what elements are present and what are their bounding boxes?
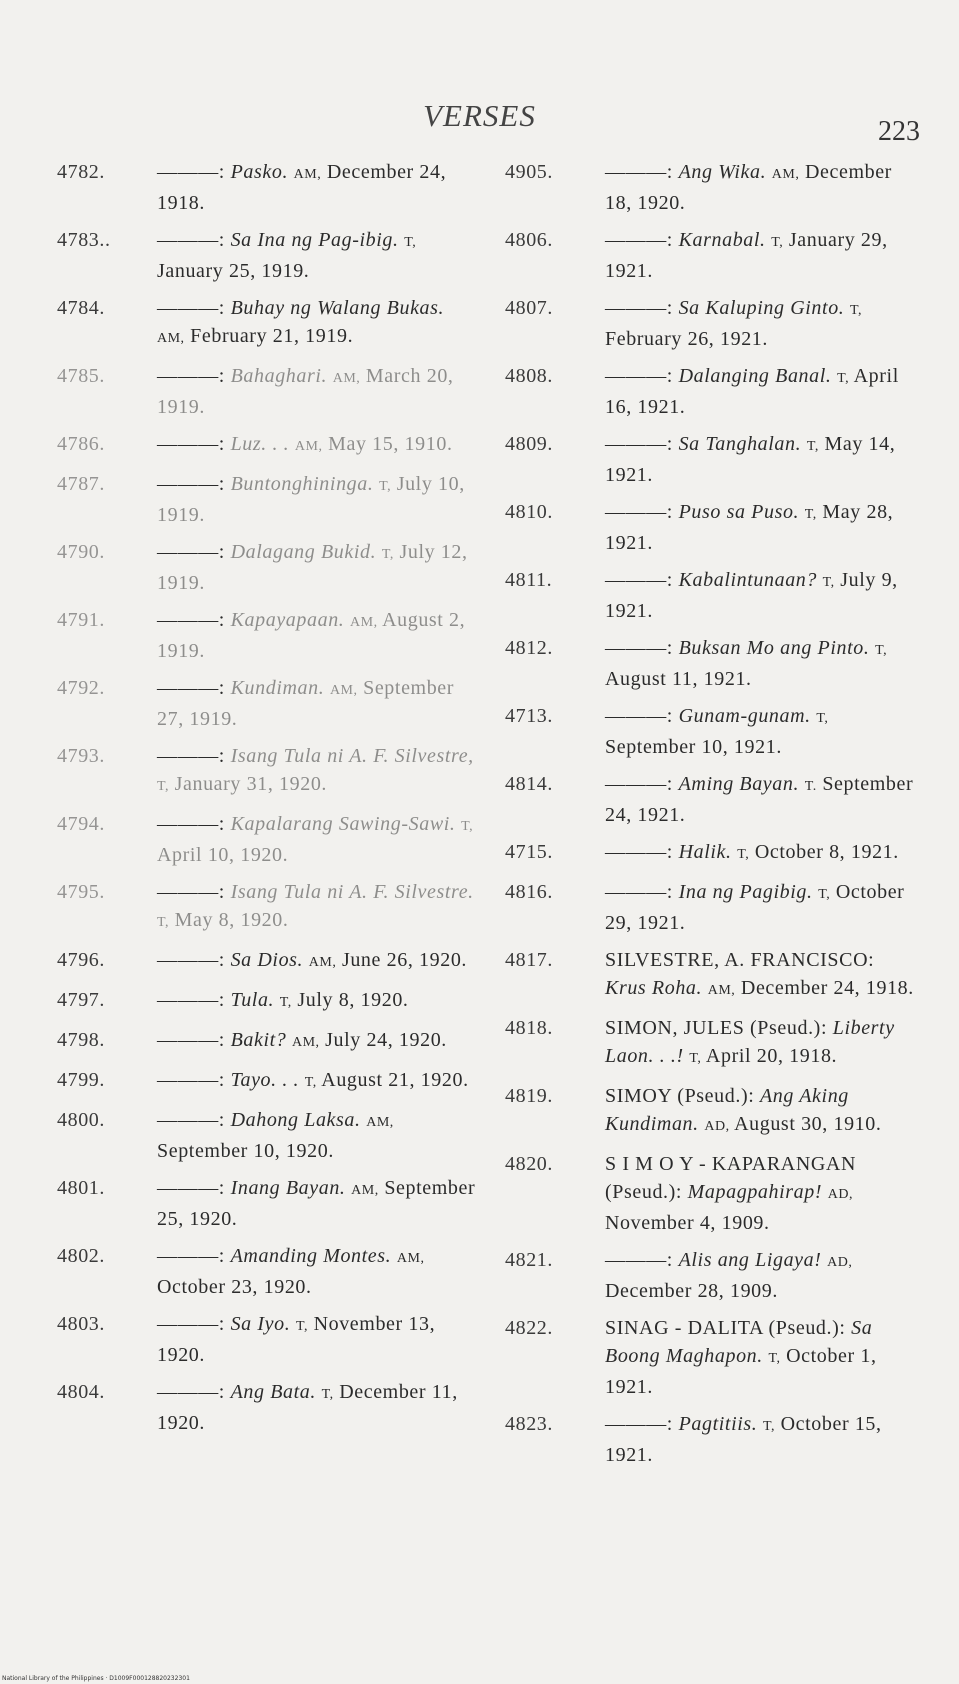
entry-number: 4807. bbox=[505, 297, 553, 319]
entry-date: July 12, 1919. bbox=[157, 541, 468, 594]
entry-title: Ang Bata. bbox=[230, 1381, 316, 1403]
entry-author: ———: bbox=[157, 1177, 225, 1199]
entry-author: ———: bbox=[157, 881, 225, 903]
bibliography-entry bbox=[505, 1150, 917, 1237]
entry-date: October 1, 1921. bbox=[605, 1345, 877, 1398]
bibliography-entry bbox=[505, 1314, 917, 1401]
entry-author: ———: bbox=[157, 1245, 225, 1267]
entry-date: December 28, 1909. bbox=[605, 1280, 778, 1302]
bibliography-entry bbox=[57, 362, 477, 421]
entry-date: September 10, 1920. bbox=[157, 1140, 334, 1162]
bibliography-entry bbox=[57, 742, 477, 801]
entry-number: 4786. bbox=[57, 433, 105, 455]
bibliography-entry bbox=[505, 498, 917, 557]
entry-date: April 16, 1921. bbox=[605, 365, 899, 418]
bibliography-entry bbox=[57, 674, 477, 733]
bibliography-entry bbox=[57, 226, 477, 285]
entry-date: August 2, 1919. bbox=[157, 609, 466, 662]
entry-date: December 11, 1920. bbox=[157, 1381, 458, 1434]
entry-title: Bahaghari. bbox=[230, 365, 328, 387]
entry-title: Puso sa Puso. bbox=[678, 501, 800, 523]
entry-number: 4823. bbox=[505, 1413, 553, 1435]
entry-author: ———: bbox=[605, 705, 673, 727]
entry-author: ———: bbox=[605, 365, 673, 387]
entry-number: 4803. bbox=[57, 1313, 105, 1335]
entry-date: April 10, 1920. bbox=[157, 844, 289, 866]
entry-date: October 29, 1921. bbox=[605, 881, 905, 934]
entry-title: Dalagang Bukid. bbox=[230, 541, 377, 563]
entry-title: Luz. . . bbox=[230, 433, 290, 455]
bibliography-entry bbox=[57, 1174, 477, 1233]
bibliography-entry bbox=[57, 946, 477, 977]
bibliography-entry bbox=[505, 1082, 917, 1141]
entry-date: September 10, 1921. bbox=[605, 736, 782, 758]
entry-source: AM, bbox=[308, 955, 337, 970]
entry-title: Mapagpahirap! bbox=[687, 1181, 823, 1203]
entry-number: 4795. bbox=[57, 881, 105, 903]
entry-author: ———: bbox=[605, 501, 673, 523]
entry-date: October 8, 1921. bbox=[754, 841, 899, 863]
entry-date: November 4, 1909. bbox=[605, 1212, 770, 1234]
entry-title: Sa Ina ng Pag-ibig. bbox=[230, 229, 399, 251]
entry-date: May 14, 1921. bbox=[605, 433, 896, 486]
entry-author: ———: bbox=[605, 1413, 673, 1435]
entry-author: ———: bbox=[605, 773, 673, 795]
entry-title: Pasko. bbox=[230, 161, 289, 183]
entry-date: July 24, 1920. bbox=[325, 1029, 447, 1051]
bibliography-entry bbox=[57, 1106, 477, 1165]
entry-date: September 25, 1920. bbox=[157, 1177, 476, 1230]
bibliography-entry bbox=[505, 838, 917, 869]
bibliography-entry bbox=[57, 158, 477, 217]
entry-number: 4811. bbox=[505, 569, 553, 591]
entry-source: T, bbox=[816, 711, 829, 726]
entry-source: AM, bbox=[332, 371, 361, 386]
entry-source: T, bbox=[304, 1075, 317, 1090]
bibliography-entry bbox=[57, 986, 477, 1017]
entry-title: Dahong Laksa. bbox=[230, 1109, 361, 1131]
entry-source: T, bbox=[461, 819, 474, 834]
entry-number: 4713. bbox=[505, 705, 553, 727]
entry-title: Isang Tula ni A. F. Silvestre. bbox=[230, 881, 474, 903]
entry-author: ———: bbox=[157, 949, 225, 971]
entry-author: SIMON, JULES (Pseud.): bbox=[605, 1017, 828, 1039]
entry-source: T, bbox=[737, 847, 750, 862]
entry-author: ———: bbox=[157, 677, 225, 699]
entry-source: T, bbox=[762, 1419, 775, 1434]
entry-date: May 8, 1920. bbox=[174, 909, 289, 931]
entry-date: July 9, 1921. bbox=[605, 569, 898, 622]
entry-date: June 26, 1920. bbox=[341, 949, 468, 971]
bibliography-entry bbox=[505, 566, 917, 625]
entry-source: T, bbox=[850, 303, 863, 318]
entry-date: May 28, 1921. bbox=[605, 501, 894, 554]
bibliography-entry bbox=[505, 946, 917, 1005]
entry-author: ———: bbox=[157, 297, 225, 319]
entry-title: Ang Aking Kundiman. bbox=[605, 1085, 849, 1135]
entry-source: AM, bbox=[351, 1183, 379, 1198]
bibliography-entry bbox=[57, 1242, 477, 1301]
entry-date: May 15, 1910. bbox=[328, 433, 453, 455]
entry-source: AM, bbox=[350, 615, 378, 630]
entry-date: September 24, 1921. bbox=[605, 773, 914, 826]
entry-source: AM, bbox=[292, 1035, 320, 1050]
bibliography-entry bbox=[57, 878, 477, 937]
entry-number: 4808. bbox=[505, 365, 553, 387]
entry-title: Sa Boong Maghapon. bbox=[605, 1317, 873, 1367]
entry-date: August 11, 1921. bbox=[605, 668, 752, 690]
entry-source: T, bbox=[295, 1319, 308, 1334]
entry-title: Buhay ng Walang Bukas. bbox=[230, 297, 445, 319]
entry-title: Buntonghininga. bbox=[230, 473, 374, 495]
bibliography-entry bbox=[505, 634, 917, 693]
entry-author: SINAG - DALITA (Pseud.): bbox=[605, 1317, 846, 1339]
entry-author: ———: bbox=[157, 1313, 225, 1335]
entry-date: October 15, 1921. bbox=[605, 1413, 882, 1466]
entry-source: T, bbox=[804, 507, 817, 522]
bibliography-entry bbox=[505, 878, 917, 937]
entry-number: 4810. bbox=[505, 501, 553, 523]
footer-credit: National Library of the Philippines · D1009F000128820232301 bbox=[2, 1675, 190, 1682]
entry-source: T, bbox=[822, 575, 835, 590]
entry-title: Ina ng Pagibig. bbox=[678, 881, 813, 903]
entry-date: February 21, 1919. bbox=[190, 325, 354, 347]
bibliography-entry bbox=[57, 810, 477, 869]
entry-author: ———: bbox=[605, 433, 673, 455]
entry-title: Sa Iyo. bbox=[230, 1313, 291, 1335]
entry-title: Halik. bbox=[678, 841, 732, 863]
entry-number: 4819. bbox=[505, 1085, 553, 1107]
entry-source: AM, bbox=[294, 439, 323, 454]
entry-number: 4799. bbox=[57, 1069, 105, 1091]
entry-number: 4784. bbox=[57, 297, 105, 319]
entry-title: Bakit? bbox=[230, 1029, 287, 1051]
entry-author: ———: bbox=[605, 637, 673, 659]
bibliography-entry bbox=[57, 1310, 477, 1369]
entry-number: 4793. bbox=[57, 745, 105, 767]
left-column bbox=[57, 158, 477, 1446]
entry-number: 4804. bbox=[57, 1381, 105, 1403]
entry-title: Aming Bayan. bbox=[678, 773, 800, 795]
entry-title: Tula. bbox=[230, 989, 275, 1011]
entry-title: Sa Dios. bbox=[230, 949, 304, 971]
entry-title: Sa Kaluping Ginto. bbox=[678, 297, 845, 319]
entry-author: ———: bbox=[157, 541, 225, 563]
bibliography-entry bbox=[57, 470, 477, 529]
entry-author: ———: bbox=[157, 1069, 225, 1091]
running-head: VERSES bbox=[423, 98, 536, 133]
entry-number: 4798. bbox=[57, 1029, 105, 1051]
entry-date: December 18, 1920. bbox=[605, 161, 892, 214]
entry-number: 4800. bbox=[57, 1109, 105, 1131]
entry-author: ———: bbox=[157, 161, 225, 183]
entry-date: January 31, 1920. bbox=[174, 773, 328, 795]
entry-author: ———: bbox=[157, 1381, 225, 1403]
entry-number: 4802. bbox=[57, 1245, 105, 1267]
entry-date: January 29, 1921. bbox=[605, 229, 888, 282]
entry-number: 4785. bbox=[57, 365, 105, 387]
page-number: 223 bbox=[878, 116, 920, 147]
entry-number: 4820. bbox=[505, 1153, 553, 1175]
entry-number: 4801. bbox=[57, 1177, 105, 1199]
entry-date: July 10, 1919. bbox=[157, 473, 465, 526]
entry-source: AM, bbox=[366, 1115, 394, 1130]
bibliography-entry bbox=[57, 1066, 477, 1097]
entry-author: ———: bbox=[605, 297, 673, 319]
bibliography-entry bbox=[505, 1246, 917, 1305]
entry-source: T, bbox=[404, 235, 417, 250]
entry-author: ———: bbox=[605, 161, 673, 183]
entry-title: Karnabal. bbox=[678, 229, 766, 251]
entry-number: 4791. bbox=[57, 609, 105, 631]
entry-number: 4817. bbox=[505, 949, 553, 971]
entry-title: Amanding Montes. bbox=[230, 1245, 392, 1267]
entry-number: 4814. bbox=[505, 773, 553, 795]
entry-author: ———: bbox=[157, 989, 225, 1011]
entry-author: ———: bbox=[157, 609, 225, 631]
entry-number: 4806. bbox=[505, 229, 553, 251]
bibliography-entry bbox=[57, 538, 477, 597]
entry-source: T. bbox=[804, 779, 817, 794]
entry-author: ———: bbox=[157, 473, 225, 495]
entry-title: Inang Bayan. bbox=[230, 1177, 346, 1199]
entry-number: 4783.. bbox=[57, 229, 111, 251]
entry-number: 4812. bbox=[505, 637, 553, 659]
entry-source: AD, bbox=[827, 1255, 853, 1270]
entry-title: Krus Roha. bbox=[605, 977, 703, 999]
entry-source: T, bbox=[875, 643, 888, 658]
entry-number: 4797. bbox=[57, 989, 105, 1011]
entry-number: 4809. bbox=[505, 433, 553, 455]
entry-number: 4821. bbox=[505, 1249, 553, 1271]
entry-author: SIMOY (Pseud.): bbox=[605, 1085, 755, 1107]
entry-source: T, bbox=[157, 915, 170, 930]
entry-title: Buksan Mo ang Pinto. bbox=[678, 637, 870, 659]
right-column bbox=[505, 158, 917, 1478]
entry-source: T, bbox=[279, 995, 292, 1010]
entry-author: ———: bbox=[605, 569, 673, 591]
entry-date: January 25, 1919. bbox=[157, 260, 310, 282]
entry-source: T, bbox=[379, 479, 392, 494]
bibliography-entry bbox=[505, 430, 917, 489]
entry-author: ———: bbox=[605, 841, 673, 863]
bibliography-entry bbox=[505, 770, 917, 829]
entry-author: ———: bbox=[157, 1029, 225, 1051]
entry-author: ———: bbox=[605, 229, 673, 251]
entry-author: ———: bbox=[157, 813, 225, 835]
entry-author: ———: bbox=[605, 881, 673, 903]
bibliography-entry bbox=[505, 1410, 917, 1469]
entry-title: Gunam-gunam. bbox=[678, 705, 811, 727]
entry-title: Kapayapaan. bbox=[230, 609, 345, 631]
entry-title: Isang Tula ni A. F. Silvestre, bbox=[230, 745, 474, 767]
bibliography-entry bbox=[57, 294, 477, 353]
entry-number: 4818. bbox=[505, 1017, 553, 1039]
entry-title: Liberty Laon. . .! bbox=[605, 1017, 895, 1067]
entry-source: AD, bbox=[704, 1119, 730, 1134]
entry-author: ———: bbox=[157, 433, 225, 455]
bibliography-entry bbox=[505, 158, 917, 217]
entry-source: AM, bbox=[329, 683, 358, 698]
entry-source: T, bbox=[837, 371, 850, 386]
entry-author: ———: bbox=[157, 1109, 225, 1131]
entry-date: April 20, 1918. bbox=[705, 1045, 838, 1067]
entry-date: September 27, 1919. bbox=[157, 677, 455, 730]
entry-title: Kundiman. bbox=[230, 677, 325, 699]
entry-date: February 26, 1921. bbox=[605, 328, 768, 350]
entry-number: 4796. bbox=[57, 949, 105, 971]
entry-date: October 23, 1920. bbox=[157, 1276, 312, 1298]
entry-author: S I M O Y - KAPARANGAN (Pseud.): bbox=[605, 1153, 857, 1203]
entry-source: T, bbox=[771, 235, 784, 250]
entry-date: December 24, 1918. bbox=[740, 977, 914, 999]
bibliography-entry bbox=[57, 1378, 477, 1437]
entry-source: T, bbox=[818, 887, 831, 902]
entry-source: AM, bbox=[707, 983, 736, 998]
entry-date: March 20, 1919. bbox=[157, 365, 454, 418]
entry-date: July 8, 1920. bbox=[297, 989, 409, 1011]
entry-source: AM, bbox=[157, 331, 185, 346]
entry-source: T, bbox=[806, 439, 819, 454]
bibliography-entry bbox=[57, 430, 477, 461]
entry-source: AM, bbox=[771, 167, 800, 182]
entry-title: Kapalarang Sawing-Sawi. bbox=[230, 813, 456, 835]
entry-author: ———: bbox=[157, 745, 225, 767]
entry-source: T, bbox=[768, 1351, 781, 1366]
entry-date: November 13, 1920. bbox=[157, 1313, 436, 1366]
entry-number: 4816. bbox=[505, 881, 553, 903]
entry-number: 4715. bbox=[505, 841, 553, 863]
entry-number: 4905. bbox=[505, 161, 553, 183]
bibliography-entry bbox=[57, 606, 477, 665]
entry-source: T, bbox=[381, 547, 394, 562]
bibliography-entry bbox=[505, 702, 917, 761]
bibliography-entry bbox=[505, 362, 917, 421]
entry-source: T, bbox=[157, 779, 170, 794]
entry-title: Sa Tanghalan. bbox=[678, 433, 802, 455]
entry-number: 4787. bbox=[57, 473, 105, 495]
entry-title: Alis ang Ligaya! bbox=[678, 1249, 822, 1271]
entry-title: Ang Wika. bbox=[678, 161, 767, 183]
bibliography-entry bbox=[505, 1014, 917, 1073]
bibliography-entry bbox=[57, 1026, 477, 1057]
entry-author: SILVESTRE, A. FRANCISCO: bbox=[605, 949, 875, 971]
entry-author: ———: bbox=[605, 1249, 673, 1271]
entry-date: August 21, 1920. bbox=[321, 1069, 469, 1091]
bibliography-entry bbox=[505, 294, 917, 353]
entry-number: 4790. bbox=[57, 541, 105, 563]
entry-source: T, bbox=[321, 1387, 334, 1402]
entry-title: Pagtitiis. bbox=[678, 1413, 758, 1435]
entry-author: ———: bbox=[157, 229, 225, 251]
entry-date: December 24, 1918. bbox=[157, 161, 447, 214]
entry-number: 4792. bbox=[57, 677, 105, 699]
entry-author: ———: bbox=[157, 365, 225, 387]
entry-source: AM, bbox=[396, 1251, 425, 1266]
entry-number: 4782. bbox=[57, 161, 105, 183]
entry-source: AM, bbox=[293, 167, 322, 182]
entry-number: 4822. bbox=[505, 1317, 553, 1339]
entry-date: August 30, 1910. bbox=[734, 1113, 882, 1135]
entry-title: Tayo. . . bbox=[230, 1069, 300, 1091]
entry-title: Dalanging Banal. bbox=[678, 365, 832, 387]
bibliography-entry bbox=[505, 226, 917, 285]
entry-source: T, bbox=[689, 1051, 702, 1066]
entry-title: Kabalintunaan? bbox=[678, 569, 817, 591]
entry-source: AD, bbox=[827, 1187, 853, 1202]
entry-number: 4794. bbox=[57, 813, 105, 835]
